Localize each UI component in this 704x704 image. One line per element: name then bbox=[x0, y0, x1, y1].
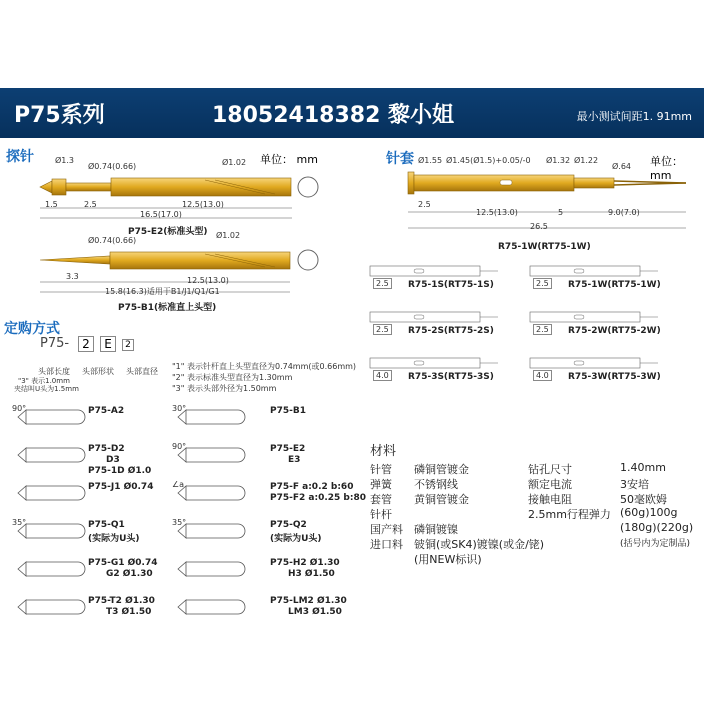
head-type-label: (实际为U头) bbox=[88, 534, 140, 544]
e2-len-125: 12.5(13.0) bbox=[182, 200, 224, 209]
head-type-label: (实际为U头) bbox=[270, 534, 322, 544]
head-type-label: LM3 Ø1.50 bbox=[288, 607, 342, 617]
order-label-shape: 头部形状 bbox=[82, 367, 114, 376]
spec-key: 接触电阻 bbox=[528, 493, 572, 506]
head-tip-drawing bbox=[16, 554, 86, 584]
sleeve-dia-132: Ø1.32 bbox=[546, 156, 571, 165]
materials-title: 材料 bbox=[370, 444, 397, 459]
order-note-e3: "3" 表示1.0mm bbox=[18, 377, 70, 385]
order-prefix: P75- bbox=[40, 336, 70, 351]
e2-len-15: 1.5 bbox=[45, 200, 58, 209]
b1-dia-074: Ø0.74(0.66) bbox=[88, 236, 137, 245]
sleeve-section-title: 针套 bbox=[386, 151, 414, 167]
head-type-label: T3 Ø1.50 bbox=[106, 607, 152, 617]
head-angle-label: ∠a bbox=[172, 480, 185, 489]
spec-value: 3安培 bbox=[620, 478, 649, 491]
sleeve-variant-label: R75-3W(RT75-3W) bbox=[568, 372, 661, 382]
e2-len-25: 2.5 bbox=[84, 200, 97, 209]
sleeve-dia-145: Ø1.45(Ø1.5)+0.05/-0 bbox=[446, 156, 531, 165]
material-key: 国产料 bbox=[370, 523, 403, 536]
head-tip-drawing bbox=[16, 440, 86, 470]
material-value: 铍铜(或SK4)镀镍(或金/铑) bbox=[414, 538, 545, 551]
b1-caption: P75-B1(标准直上头型) bbox=[118, 303, 217, 313]
order-note-3: "3" 表示头部外径为1.50mm bbox=[172, 384, 277, 393]
material-value: 磷铜镀镍 bbox=[414, 523, 458, 536]
sleeve-len-125: 12.5(13.0) bbox=[476, 208, 518, 217]
material-key: 套管 bbox=[370, 493, 392, 506]
material-key: 针管 bbox=[370, 463, 392, 476]
spec-value: (括号内为定制品) bbox=[620, 539, 691, 549]
spec-key: 额定电流 bbox=[528, 478, 572, 491]
sleeve-variant-dim: 2.5 bbox=[373, 278, 392, 289]
probe-section-title: 探针 bbox=[6, 149, 34, 165]
sleeve-dia-155: Ø1.55 bbox=[418, 156, 443, 165]
sleeve-variant-dim: 2.5 bbox=[533, 324, 552, 335]
order-note-q1: 夹结叫U头为1.5mm bbox=[14, 385, 79, 393]
head-type-label: P75-A2 bbox=[88, 406, 125, 416]
sleeve-variant-label: R75-2S(RT75-2S) bbox=[408, 326, 494, 336]
head-type-label: D3 bbox=[106, 455, 120, 465]
b1-len-125: 12.5(13.0) bbox=[187, 276, 229, 285]
head-type-label: P75-G1 Ø0.74 bbox=[88, 558, 158, 568]
spec-value: 50毫欧姆 bbox=[620, 493, 667, 506]
sleeve-len-90: 9.0(7.0) bbox=[608, 208, 640, 217]
e2-caption: P75-E2(标准头型) bbox=[128, 227, 208, 237]
b1-len-158: 15.8(16.3)适用于B1/J1/Q1/G1 bbox=[105, 287, 220, 296]
material-value: 黄铜管镀金 bbox=[414, 493, 469, 506]
sleeve-variant-label: R75-3S(RT75-3S) bbox=[408, 372, 494, 382]
head-type-label: P75-Q2 bbox=[270, 520, 307, 530]
order-section-title: 定购方式 bbox=[4, 321, 60, 337]
sleeve-variant-label: R75-1S(RT75-1S) bbox=[408, 280, 494, 290]
title-banner bbox=[0, 88, 704, 138]
sleeve-variant-dim: 4.0 bbox=[373, 370, 392, 381]
sleeve-main-caption: R75-1W(RT75-1W) bbox=[498, 242, 591, 252]
head-angle-label: 90° bbox=[12, 404, 27, 413]
e2-dia-13: Ø1.3 bbox=[55, 156, 75, 165]
head-tip-drawing bbox=[176, 592, 246, 622]
material-key: 进口料 bbox=[370, 538, 403, 551]
b1-len-33: 3.3 bbox=[66, 272, 79, 281]
spec-value: (180g)(220g) bbox=[620, 521, 694, 534]
head-type-label: P75-Q1 bbox=[88, 520, 125, 530]
material-value: (用NEW标识) bbox=[414, 553, 482, 566]
head-tip-drawing bbox=[16, 402, 86, 432]
head-type-label: P75-1D Ø1.0 bbox=[88, 466, 152, 476]
head-type-label: P75-J1 Ø0.74 bbox=[88, 482, 154, 492]
order-box-shape: E bbox=[100, 336, 116, 352]
head-type-label: G2 Ø1.30 bbox=[106, 569, 153, 579]
head-type-label: P75-E2 bbox=[270, 444, 306, 454]
sleeve-variant-dim: 4.0 bbox=[533, 370, 552, 381]
order-label-diameter: 头部直径 bbox=[126, 367, 158, 376]
head-tip-drawing bbox=[176, 402, 246, 432]
sleeve-variant-label: R75-1W(RT75-1W) bbox=[568, 280, 661, 290]
e2-dia-102: Ø1.02 bbox=[222, 158, 247, 167]
b1-dia-102: Ø1.02 bbox=[216, 231, 241, 240]
sleeve-len-25: 2.5 bbox=[418, 200, 431, 209]
sleeve-variant-dim: 2.5 bbox=[373, 324, 392, 335]
sleeve-dia-064: Ø.64 bbox=[612, 162, 632, 171]
series-title: P75系列 bbox=[14, 103, 105, 128]
sleeve-unit-label: 单位： mm bbox=[650, 155, 683, 182]
probe-e2-drawing bbox=[0, 160, 340, 230]
material-value: 磷铜管镀金 bbox=[414, 463, 469, 476]
min-pitch-label: 最小测试间距1. 91mm bbox=[576, 110, 692, 123]
sleeve-dia-122: Ø1.22 bbox=[574, 156, 599, 165]
head-type-label: P75-F a:0.2 b:60 bbox=[270, 482, 354, 492]
spec-key: 钻孔尺寸 bbox=[528, 463, 572, 476]
material-key: 针杆 bbox=[370, 508, 392, 521]
e2-dia-074: Ø0.74(0.66) bbox=[88, 162, 137, 171]
head-type-label: E3 bbox=[288, 455, 301, 465]
sleeve-variant-dim: 2.5 bbox=[533, 278, 552, 289]
head-tip-drawing bbox=[176, 478, 246, 508]
contact-phone: 18052418382 黎小姐 bbox=[212, 103, 455, 128]
order-box-diameter: 2 bbox=[122, 339, 134, 351]
head-type-label: P75-F2 a:0.25 b:80 bbox=[270, 493, 366, 503]
e2-len-165: 16.5(17.0) bbox=[140, 210, 182, 219]
material-key: 弹簧 bbox=[370, 478, 392, 491]
head-type-label: P75-B1 bbox=[270, 406, 306, 416]
spec-key: 2.5mm行程弹力 bbox=[528, 508, 611, 521]
head-tip-drawing bbox=[16, 516, 86, 546]
head-tip-drawing bbox=[16, 592, 86, 622]
order-note-2: "2" 表示标准头型直径为1.30mm bbox=[172, 373, 293, 382]
head-type-label: P75-H2 Ø1.30 bbox=[270, 558, 340, 568]
head-type-label: H3 Ø1.50 bbox=[288, 569, 335, 579]
material-value: 不锈钢线 bbox=[414, 478, 458, 491]
head-angle-label: 30° bbox=[172, 404, 187, 413]
sleeve-main-drawing bbox=[400, 168, 700, 238]
spec-value: 1.40mm bbox=[620, 461, 666, 474]
head-type-label: P75-T2 Ø1.30 bbox=[88, 596, 155, 606]
order-label-length: 头部长度 bbox=[38, 367, 70, 376]
head-type-label: P75-D2 bbox=[88, 444, 125, 454]
head-angle-label: 90° bbox=[172, 442, 187, 451]
head-tip-drawing bbox=[176, 440, 246, 470]
sleeve-len-5: 5 bbox=[558, 208, 564, 217]
order-note-1: "1" 表示针杆直上头型直径为0.74mm(或0.66mm) bbox=[172, 362, 357, 371]
head-tip-drawing bbox=[176, 554, 246, 584]
head-angle-label: 35° bbox=[172, 518, 187, 527]
head-type-label: P75-LM2 Ø1.30 bbox=[270, 596, 347, 606]
head-angle-label: 35° bbox=[12, 518, 27, 527]
order-box-length: 2 bbox=[78, 336, 94, 352]
head-tip-drawing bbox=[176, 516, 246, 546]
spec-value: (60g)100g bbox=[620, 506, 678, 519]
head-tip-drawing bbox=[16, 478, 86, 508]
probe-unit-label: 单位： mm bbox=[260, 153, 318, 166]
sleeve-len-265: 26.5 bbox=[530, 222, 548, 231]
sleeve-variant-label: R75-2W(RT75-2W) bbox=[568, 326, 661, 336]
